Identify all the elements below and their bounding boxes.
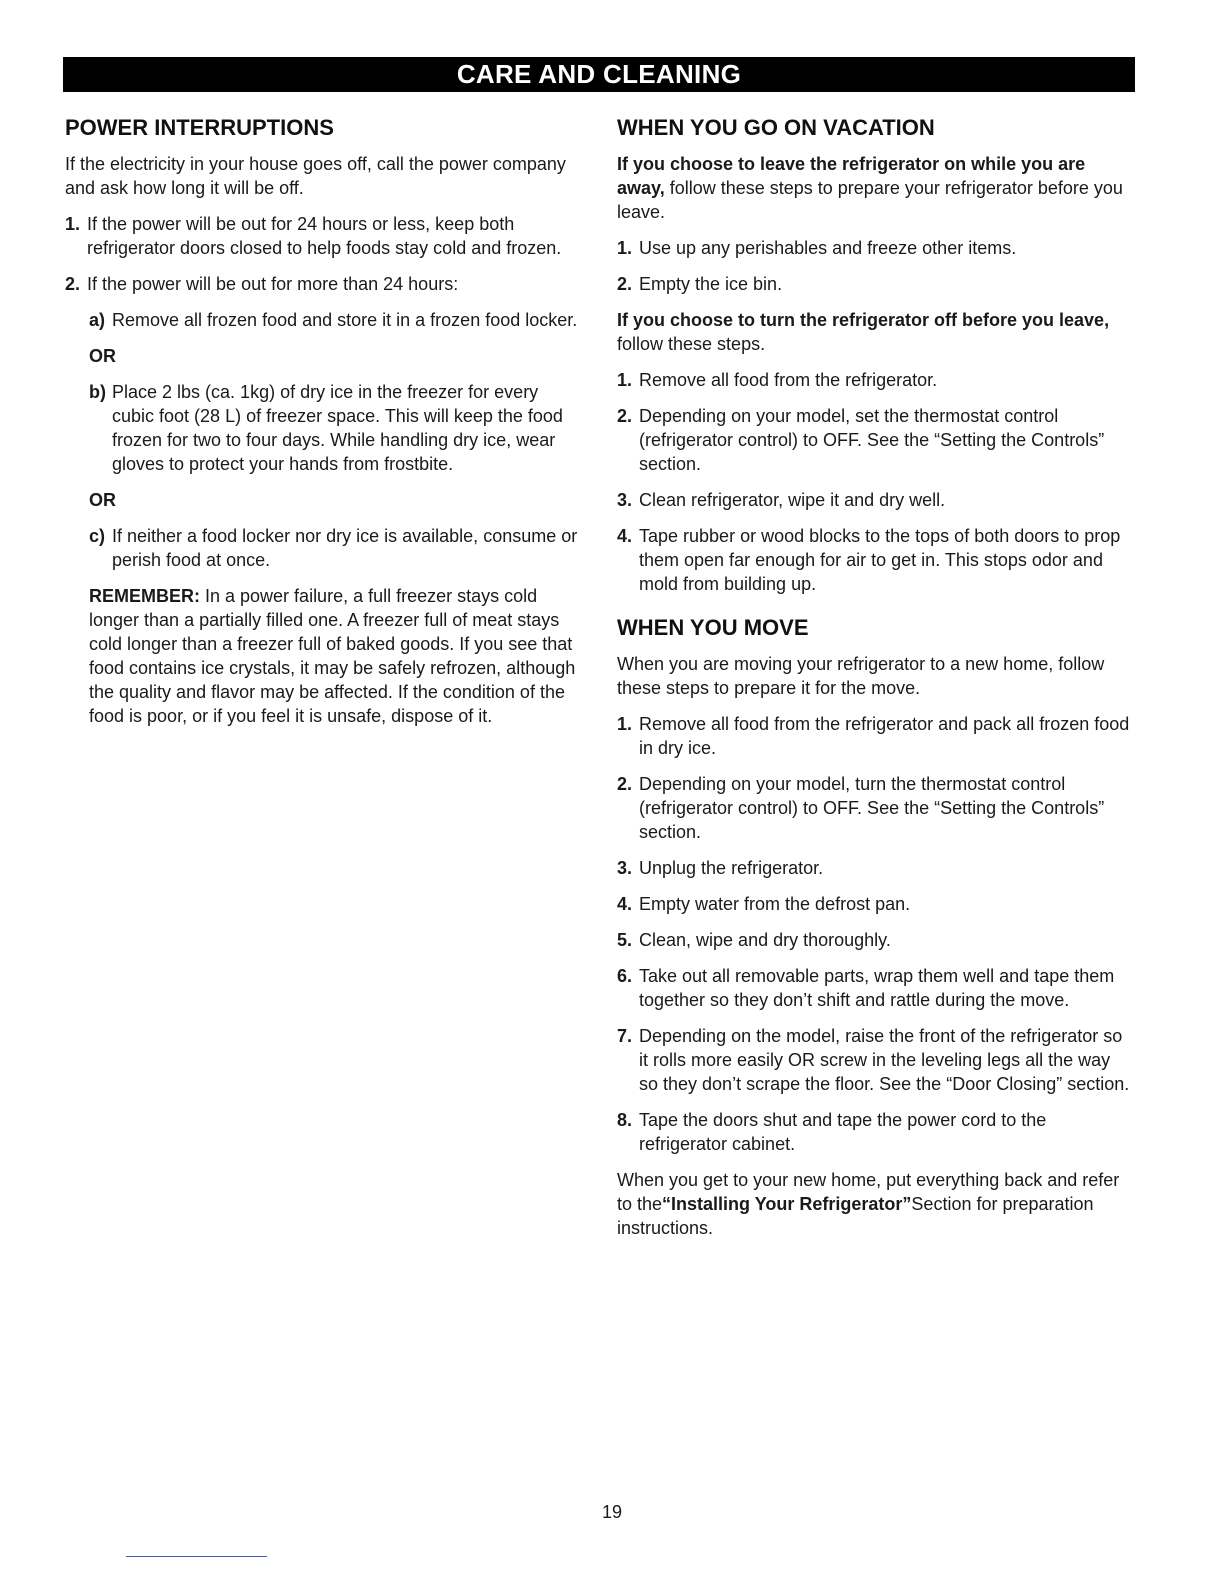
step-number: 1. bbox=[617, 238, 633, 258]
step-number: 1. bbox=[617, 714, 633, 734]
move-step bbox=[617, 1024, 1132, 1096]
closing-text-after: Section for preparation instructions. bbox=[617, 1194, 1094, 1238]
power-intro: If the electricity in your house goes off, call the power company and ask how long it will be off. bbox=[65, 154, 566, 198]
step-text: Empty the ice bin. bbox=[639, 274, 783, 294]
step-number: 2. bbox=[617, 406, 633, 426]
step-number: 3. bbox=[617, 490, 633, 510]
power-option-c bbox=[65, 524, 580, 572]
step-number: 1. bbox=[65, 214, 81, 234]
vacation-off-step bbox=[617, 368, 1132, 392]
right-column bbox=[617, 114, 1132, 1252]
move-step bbox=[617, 964, 1132, 1012]
power-step-1 bbox=[65, 212, 580, 260]
move-step bbox=[617, 772, 1132, 844]
step-text: Empty water from the defrost pan. bbox=[639, 894, 911, 914]
footer-rule bbox=[126, 1556, 267, 1557]
step-text: Depending on your model, turn the thermostat control (refrigerator control) to OFF. See the “Setting the Controls” section. bbox=[639, 774, 1105, 842]
option-label: a) bbox=[89, 310, 106, 330]
step-text: Unplug the refrigerator. bbox=[639, 858, 824, 878]
or-separator: OR bbox=[89, 490, 116, 510]
step-text: Tape rubber or wood blocks to the tops of both doors to prop them open far enough for air to get in. This stops odor and mold from building up. bbox=[639, 526, 1121, 594]
power-step-2 bbox=[65, 272, 580, 296]
leave-on-text: follow these steps to prepare your refrigerator before you leave. bbox=[617, 178, 1123, 222]
step-text: Tape the doors shut and tape the power cord to the refrigerator cabinet. bbox=[639, 1110, 1047, 1154]
step-number: 2. bbox=[617, 774, 633, 794]
option-text: If neither a food locker nor dry ice is available, consume or perish food at once. bbox=[112, 526, 578, 570]
step-number: 4. bbox=[617, 894, 633, 914]
vacation-leave-on-intro bbox=[617, 152, 1132, 224]
move-heading: WHEN YOU MOVE bbox=[617, 615, 809, 640]
step-text: Take out all removable parts, wrap them well and tape them together so they don’t shift and rattle during the move. bbox=[639, 966, 1115, 1010]
move-step bbox=[617, 856, 1132, 880]
step-text: If the power will be out for 24 hours or less, keep both refrigerator doors closed to help foods stay cold and frozen. bbox=[87, 214, 562, 258]
option-label: b) bbox=[89, 382, 106, 402]
option-text: Place 2 lbs (ca. 1kg) of dry ice in the freezer for every cubic foot (28 L) of freezer space. This will keep the food frozen for two to four days. While handling dry ice, wear gloves to protect your hands from frostbite. bbox=[112, 382, 563, 474]
remember-note bbox=[65, 584, 580, 728]
vacation-turn-off-intro bbox=[617, 308, 1132, 356]
vacation-off-step bbox=[617, 488, 1132, 512]
option-label: c) bbox=[89, 526, 106, 546]
option-text: Remove all frozen food and store it in a frozen food locker. bbox=[112, 310, 578, 330]
remember-text: In a power failure, a full freezer stays cold longer than a partially filled one. A freezer full of meat stays cold longer than a freezer full of baked goods. If you see that food contains ice crystals, it may be safely refrozen, although the quality and flavor may be affected. If the condition of the food is poor, or if you feel it is unsafe, dispose of it. bbox=[89, 586, 576, 726]
vacation-on-step bbox=[617, 272, 1132, 296]
step-text: Use up any perishables and freeze other items. bbox=[639, 238, 1017, 258]
remember-label: REMEMBER: bbox=[89, 586, 200, 606]
step-number: 7. bbox=[617, 1026, 633, 1046]
power-option-a bbox=[65, 308, 580, 332]
page-banner-title: CARE AND CLEANING bbox=[63, 57, 1135, 92]
step-text: Remove all food from the refrigerator. bbox=[639, 370, 938, 390]
step-number: 1. bbox=[617, 370, 633, 390]
step-number: 8. bbox=[617, 1110, 633, 1130]
step-text: Depending on your model, set the thermostat control (refrigerator control) to OFF. See the “Setting the Controls” section. bbox=[639, 406, 1105, 474]
vacation-heading: WHEN YOU GO ON VACATION bbox=[617, 115, 935, 140]
move-step bbox=[617, 712, 1132, 760]
page-number: 19 bbox=[601, 1502, 623, 1522]
move-step bbox=[617, 892, 1132, 916]
left-column bbox=[65, 114, 580, 740]
step-number: 6. bbox=[617, 966, 633, 986]
step-number: 5. bbox=[617, 930, 633, 950]
step-text: Remove all food from the refrigerator and pack all frozen food in dry ice. bbox=[639, 714, 1130, 758]
turn-off-text: follow these steps. bbox=[617, 334, 766, 354]
step-number: 4. bbox=[617, 526, 633, 546]
step-number: 2. bbox=[65, 274, 81, 294]
step-number: 2. bbox=[617, 274, 633, 294]
move-intro: When you are moving your refrigerator to a new home, follow these steps to prepare it for the move. bbox=[617, 654, 1105, 698]
vacation-off-step bbox=[617, 524, 1132, 596]
vacation-on-step bbox=[617, 236, 1132, 260]
power-interruptions-heading: POWER INTERRUPTIONS bbox=[65, 115, 334, 140]
closing-text-before: When you get to your new home, put everything back and refer to the bbox=[617, 1170, 1120, 1214]
vacation-off-step bbox=[617, 404, 1132, 476]
step-text: Clean refrigerator, wipe it and dry well. bbox=[639, 490, 946, 510]
power-option-b bbox=[65, 380, 580, 476]
step-number: 3. bbox=[617, 858, 633, 878]
installing-section-reference: “Installing Your Refrigerator” bbox=[662, 1194, 912, 1214]
step-text: Depending on the model, raise the front of the refrigerator so it rolls more easily OR screw in the leveling legs all the way so they don’t scrape the floor. See the “Door Closing” section. bbox=[639, 1026, 1130, 1094]
move-step bbox=[617, 928, 1132, 952]
move-closing bbox=[617, 1168, 1132, 1240]
move-step bbox=[617, 1108, 1132, 1156]
leave-on-bold: If you choose to leave the refrigerator on while you are away, bbox=[617, 154, 1086, 198]
step-text: If the power will be out for more than 24 hours: bbox=[87, 274, 459, 294]
or-separator: OR bbox=[89, 346, 116, 366]
turn-off-bold: If you choose to turn the refrigerator off before you leave, bbox=[617, 310, 1110, 330]
step-text: Clean, wipe and dry thoroughly. bbox=[639, 930, 891, 950]
